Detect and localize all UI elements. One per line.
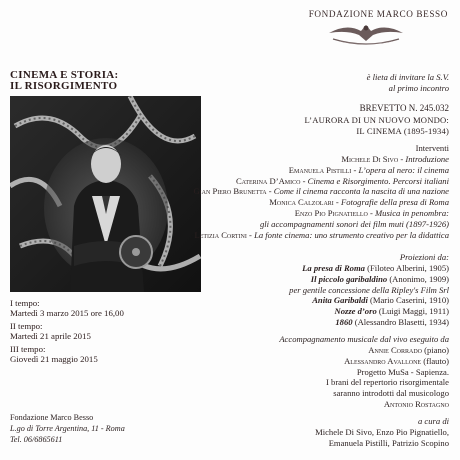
brevetto-line: BREVETTO N. 245.032 [359,103,449,113]
music-heading: Accompagnamento musicale dal vivo eseguito da [279,334,449,344]
film-item: Il piccolo garibaldino (Anonimo, 1909) [310,273,449,284]
progetto-line: Progetto MuSa - Sapienza. [356,366,449,377]
film-item: Anita Garibaldi (Mario Caserini, 1910) [312,295,449,306]
film-item: per gentile concessione della Ripley's Film Srl [289,284,449,295]
footer-street: L.go di Torre Argentina, 11 - Roma [10,424,125,433]
foundation-name: FONDAZIONE MARCO BESSO [308,9,448,19]
musicologo-name: Antonio Rostagno [383,398,449,409]
film-item: 1860 (Alessandro Blasetti, 1934) [335,316,449,327]
event-subtitle [305,115,450,137]
intervento-item: Letizia Cortini - La fonte cinema: uno strumento creativo per la didattica [194,229,449,240]
subtitle-line-1: L’AURORA DI UN NUOVO MONDO: [304,115,449,125]
intervento-item: Monica Calzolari - Fotografie della presa di Roma [269,197,449,208]
cura-line-2: Emanuela Pistilli, Patrizio Scopino [328,437,449,448]
eagle-crest-icon [325,19,407,47]
title-line-1: CINEMA E STORIA: [10,69,119,81]
repertorio-line-1: I brani del repertorio risorgimentale [326,377,449,388]
intervento-item: Gian Piero Brunetta - Come il cinema racconta la nascita di una nazione [193,186,449,197]
repertorio-line-2: saranno introdotti dal musicologo [333,388,449,399]
subtitle-line-2: IL CINEMA (1895-1934) [356,125,449,136]
interventi-heading: Interventi [415,143,449,153]
date-label-2: II tempo: [10,321,43,331]
musician-item: Annie Corrado (piano) [368,345,449,355]
films-list [289,263,449,328]
proiezioni-heading: Proiezioni da: [399,252,449,262]
footer-name: Fondazione Marco Besso [10,413,94,422]
film-item: Nozze d’oro (Luigi Maggi, 1911) [334,306,449,317]
intervento-item: Emanuela Pistilli - L’opera al nero: il cinema [288,164,449,175]
intervento-item: Michele Di Sivo - Introduzione [341,154,449,164]
interventi-list [193,154,449,240]
cura-line-1: Michele Di Sivo, Enzo Pio Pignatiello, [315,426,449,437]
footer-phone: Tel. 06/6865611 [10,435,63,444]
cura-heading: a cura di [417,416,449,426]
invite-line-1: è lieta di invitare la S.V. [366,72,449,82]
date-label-3: III tempo: [10,344,46,354]
musicians-list [326,345,449,410]
intervento-item: Enzo Pio Pignatiello - Musica in penombra: [294,207,449,218]
footer-address [10,412,125,445]
date-value-2: Martedì 21 aprile 2015 [10,331,91,341]
invite-line-2: al primo incontro [388,82,449,93]
page-title [10,70,119,92]
date-value-3: Giovedì 21 maggio 2015 [10,354,98,364]
cura-block [315,416,449,448]
intervento-item: gli accompagnamenti sonori dei film muti (1897-1926) [259,218,449,229]
vintage-photo-seated-man [10,96,201,292]
musician-item: Alessandro Avallone (flauto) [344,355,449,366]
title-line-2: IL RISORGIMENTO [10,80,118,92]
film-item: La presa di Roma (Filoteo Alberini, 1905) [302,263,449,273]
date-value-1: Martedì 3 marzo 2015 ore 16,00 [10,308,124,318]
invite-text [367,72,449,94]
intervento-item: Caterina D’Amico - Cinema e Risorgimento. Percorsi italiani [235,175,449,186]
date-label-1: I tempo: [10,298,40,308]
